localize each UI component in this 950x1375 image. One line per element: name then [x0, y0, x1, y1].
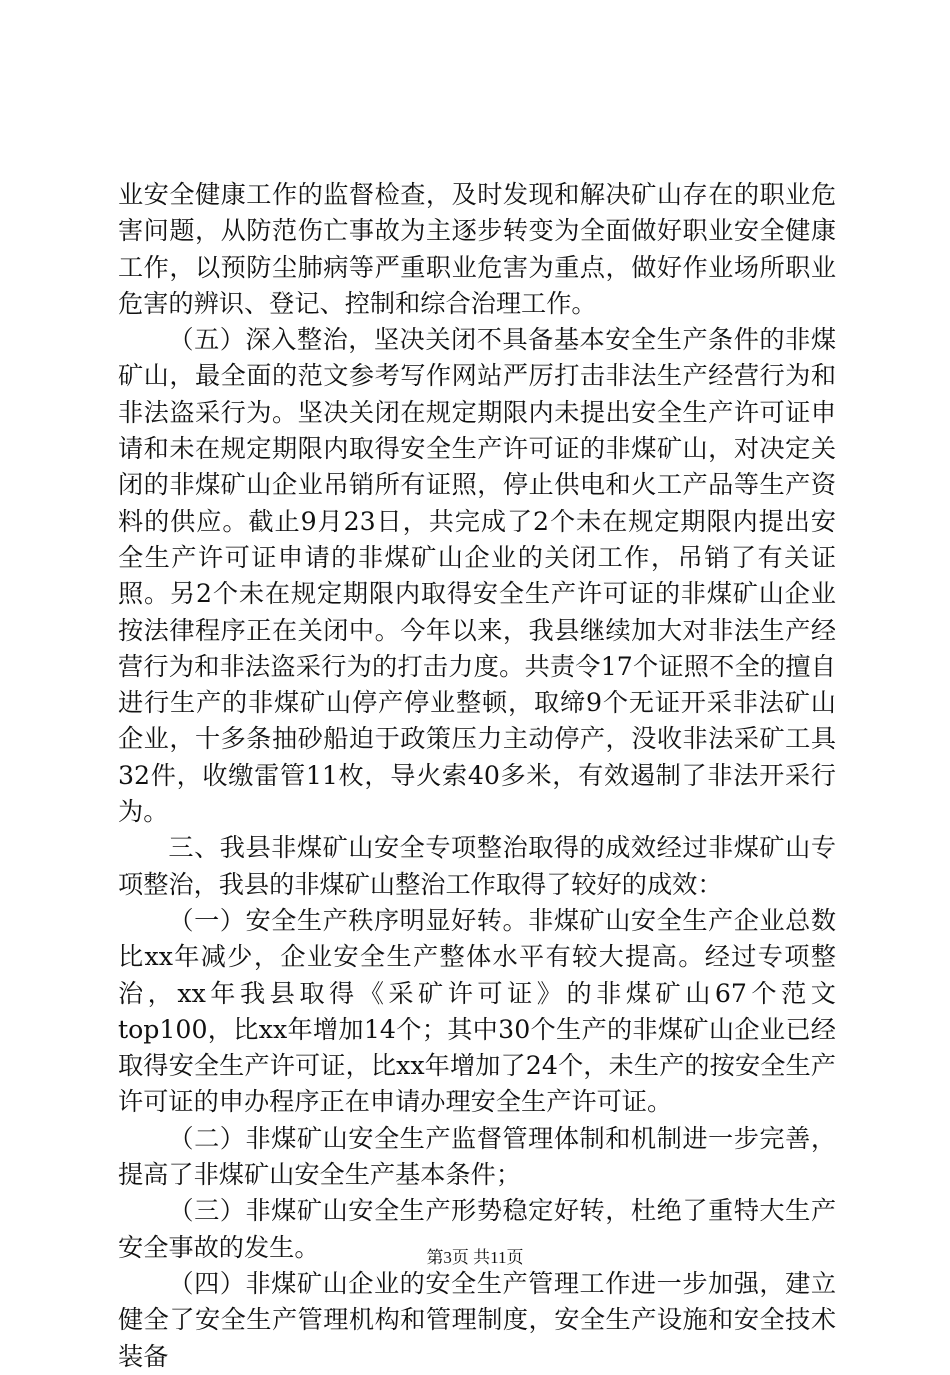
paragraph-heading-3: 三、我县非煤矿山安全专项整治取得的成效经过非煤矿山专项整治，我县的非煤矿山整治工作取得了较好的成效：	[118, 833, 836, 899]
paragraph-item-4: （四）非煤矿山企业的安全生产管理工作进一步加强，建立健全了安全生产管理机构和管理制度，安全生产设施和安全技术装备	[118, 1268, 836, 1371]
paragraph-item-3: （三）非煤矿山安全生产形势稳定好转，杜绝了重特大生产安全事故的发生。	[118, 1196, 836, 1262]
paragraph-continuation: 业安全健康工作的监督检查，及时发现和解决矿山存在的职业危害问题，从防范伤亡事故为主逐步转变为全面做好职业安全健康工作，以预防尘肺病等严重职业危害为重点，做好作业场所职业危害的辨识、登记、控制和综合治理工作。	[118, 180, 836, 318]
page-footer: 第3页 共11页	[426, 1248, 524, 1267]
paragraph-item-2: （二）非煤矿山安全生产监督管理体制和机制进一步完善，提高了非煤矿山安全生产基本条件；	[118, 1123, 836, 1190]
paragraph-item-1: （一）安全生产秩序明显好转。非煤矿山安全生产企业总数比xx年减少，企业安全生产整体水平有较大提高。经过专项整治，xx年我县取得《采矿许可证》的非煤矿山67个范文top100，比xx年增加14个；其中30个生产的非煤矿山企业已经取得安全生产许可证，比xx年增加了24个，未生产的按安全生产许可证的申办程序正在申请办理安全生产许可证。	[118, 905, 836, 1117]
paragraph-section-5: （五）深入整治，坚决关闭不具备基本安全生产条件的非煤矿山，最全面的范文参考写作网站严厉打击非法生产经营行为和非法盗采行为。坚决关闭在规定期限内未提出安全生产许可证申请和未在规定期限内取得安全生产许可证的非煤矿山，对决定关闭的非煤矿山企业吊销所有证照，停止供电和火工产品等生产资料的供应。截止9月23日，共完成了2个未在规定期限内提出安全生产许可证申请的非煤矿山企业的关闭工作，吊销了有关证照。另2个未在规定期限内取得安全生产许可证的非煤矿山企业按法律程序正在关闭中。今年以来，我县继续加大对非法生产经营行为和非法盗采行为的打击力度。共责令17个证照不全的擅自进行生产的非煤矿山停产停业整顿，取缔9个无证开采非法矿山企业，十多条抽砂船迫于政策压力主动停产，没收非法采矿工具32件，收缴雷管11枚，导火索40多米，有效遏制了非法开采行为。	[118, 325, 836, 827]
document-body	[118, 177, 836, 1375]
